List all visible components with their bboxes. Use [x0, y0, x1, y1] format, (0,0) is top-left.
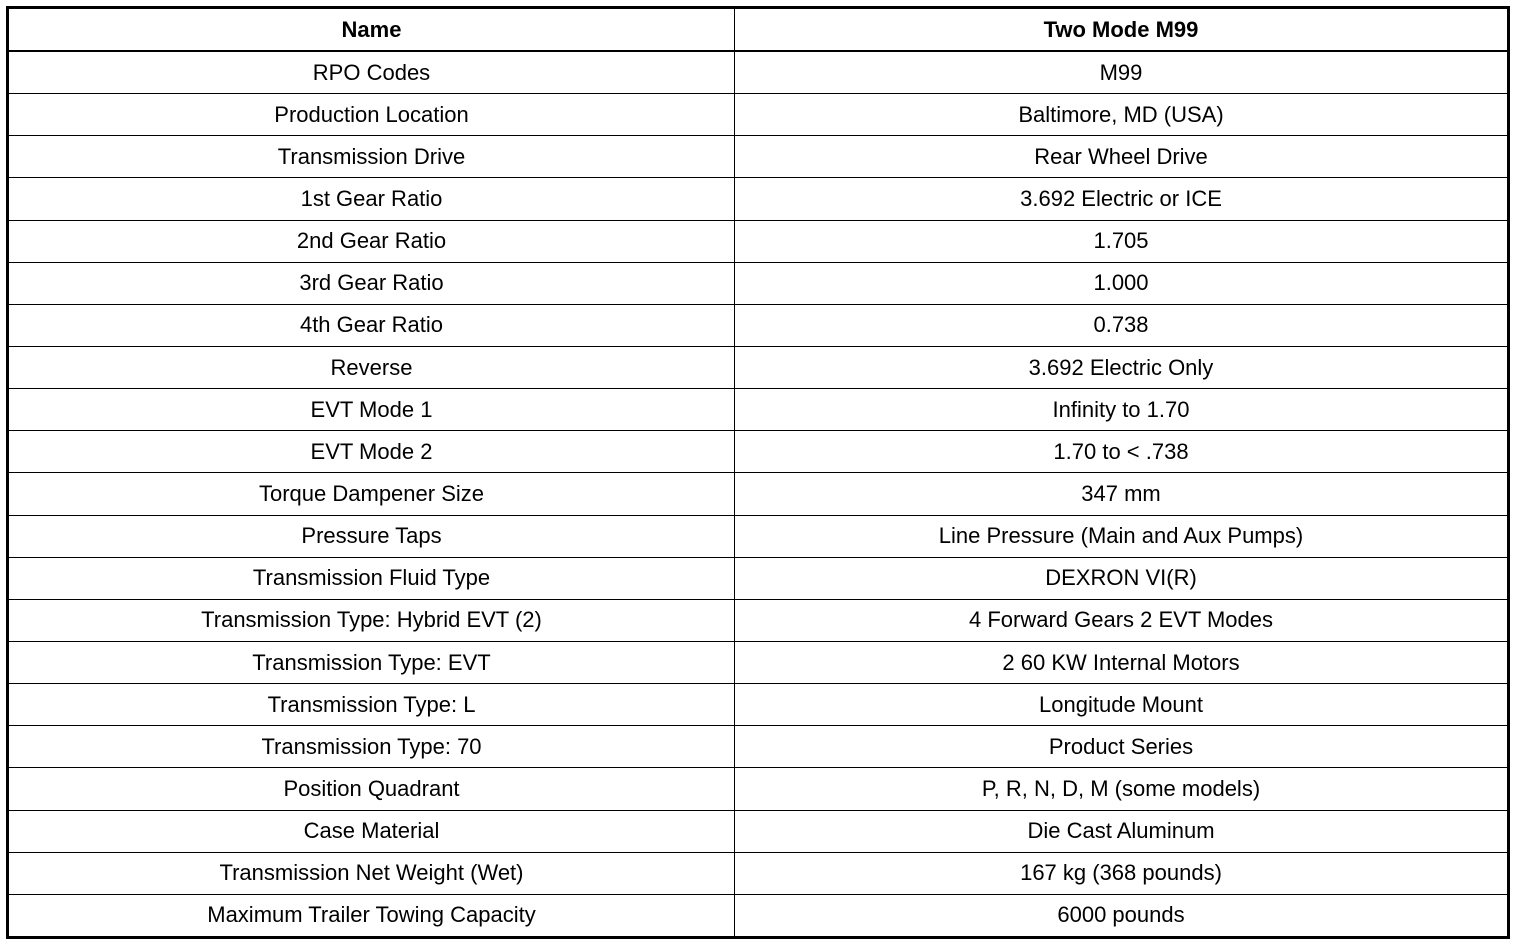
spec-name-cell: Reverse: [8, 346, 735, 388]
spec-value-cell: 167 kg (368 pounds): [735, 852, 1509, 894]
spec-name-cell: Transmission Type: L: [8, 684, 735, 726]
spec-name-cell: 2nd Gear Ratio: [8, 220, 735, 262]
spec-table: [6, 6, 1510, 939]
spec-name-cell: Case Material: [8, 810, 735, 852]
spec-value-cell: 1.70 to < .738: [735, 431, 1509, 473]
spec-value-cell: 0.738: [735, 304, 1509, 346]
spec-name-cell: 1st Gear Ratio: [8, 178, 735, 220]
spec-value-cell: 4 Forward Gears 2 EVT Modes: [735, 599, 1509, 641]
table-row: [8, 94, 1509, 136]
spec-name-cell: Pressure Taps: [8, 515, 735, 557]
table-row: [8, 220, 1509, 262]
spec-value-cell: Infinity to 1.70: [735, 389, 1509, 431]
table-row: [8, 346, 1509, 388]
table-row: [8, 262, 1509, 304]
spec-name-cell: EVT Mode 2: [8, 431, 735, 473]
spec-value-cell: Rear Wheel Drive: [735, 136, 1509, 178]
spec-name-cell: Production Location: [8, 94, 735, 136]
table-row: [8, 726, 1509, 768]
spec-name-cell: Position Quadrant: [8, 768, 735, 810]
spec-name-cell: Transmission Type: EVT: [8, 641, 735, 683]
table-row: [8, 768, 1509, 810]
table-row: [8, 852, 1509, 894]
table-body: [8, 51, 1509, 938]
header-row: [8, 8, 1509, 52]
table-row: [8, 515, 1509, 557]
table-row: [8, 684, 1509, 726]
table-row: [8, 599, 1509, 641]
spec-value-cell: P, R, N, D, M (some models): [735, 768, 1509, 810]
spec-value-cell: 347 mm: [735, 473, 1509, 515]
spec-name-cell: 3rd Gear Ratio: [8, 262, 735, 304]
spec-value-cell: Longitude Mount: [735, 684, 1509, 726]
column-header-model: Two Mode M99: [735, 8, 1509, 52]
spec-value-cell: 6000 pounds: [735, 894, 1509, 937]
table-row: [8, 51, 1509, 94]
spec-name-cell: Transmission Fluid Type: [8, 557, 735, 599]
spec-value-cell: M99: [735, 51, 1509, 94]
spec-value-cell: Line Pressure (Main and Aux Pumps): [735, 515, 1509, 557]
spec-value-cell: 1.000: [735, 262, 1509, 304]
spec-value-cell: Baltimore, MD (USA): [735, 94, 1509, 136]
spec-name-cell: Torque Dampener Size: [8, 473, 735, 515]
spec-value-cell: 2 60 KW Internal Motors: [735, 641, 1509, 683]
spec-value-cell: Die Cast Aluminum: [735, 810, 1509, 852]
spec-name-cell: Transmission Drive: [8, 136, 735, 178]
column-header-name: Name: [8, 8, 735, 52]
table-row: [8, 136, 1509, 178]
spec-value-cell: 3.692 Electric or ICE: [735, 178, 1509, 220]
table-row: [8, 894, 1509, 937]
spec-name-cell: RPO Codes: [8, 51, 735, 94]
spec-value-cell: Product Series: [735, 726, 1509, 768]
spec-name-cell: 4th Gear Ratio: [8, 304, 735, 346]
spec-name-cell: Maximum Trailer Towing Capacity: [8, 894, 735, 937]
spec-name-cell: Transmission Net Weight (Wet): [8, 852, 735, 894]
spec-name-cell: Transmission Type: Hybrid EVT (2): [8, 599, 735, 641]
table-row: [8, 810, 1509, 852]
table-row: [8, 389, 1509, 431]
table-row: [8, 641, 1509, 683]
table-row: [8, 557, 1509, 599]
table-row: [8, 304, 1509, 346]
spec-value-cell: 1.705: [735, 220, 1509, 262]
spec-value-cell: DEXRON VI(R): [735, 557, 1509, 599]
spec-name-cell: EVT Mode 1: [8, 389, 735, 431]
table-row: [8, 473, 1509, 515]
spec-name-cell: Transmission Type: 70: [8, 726, 735, 768]
spec-value-cell: 3.692 Electric Only: [735, 346, 1509, 388]
table-row: [8, 431, 1509, 473]
table-row: [8, 178, 1509, 220]
